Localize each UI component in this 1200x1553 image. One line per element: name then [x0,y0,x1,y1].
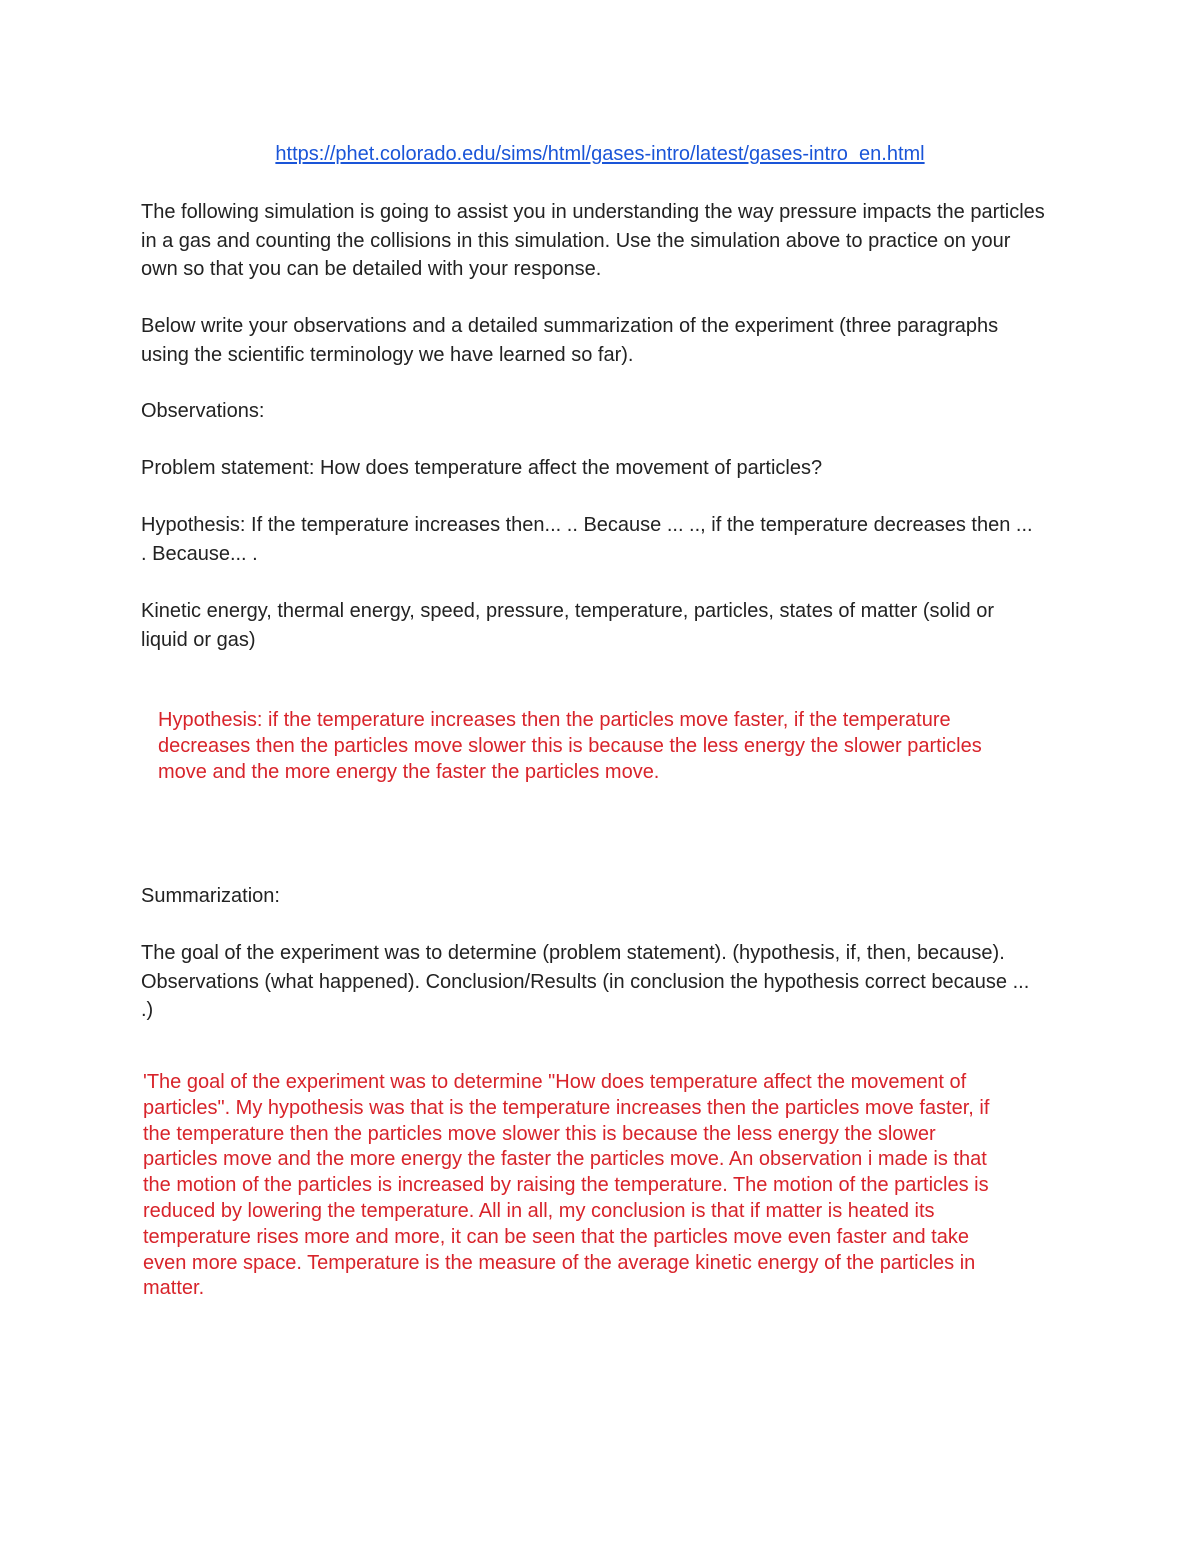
intro-paragraph: The following simulation is going to assist you in understanding the way pressure impacts the particles in a gas and counting the collisions in this simulation. Use the simulation above to practice on your own so that you can be detailed with your response. [141,201,1045,280]
summary-answer: 'The goal of the experiment was to determine "How does temperature affect the movement of particles". My hypothesis was that is the temperature increases then the particles move faster, if the temperature then the particles move slower this is because the less energy the slower particles move and the more energy the faster the particles move. An observation i made is that the motion of the particles is increased by raising the temperature. The motion of the particles is reduced by lowering the temperature. All in all, my conclusion is that if matter is heated its temperature rises more and more, it can be seen that the particles move even faster and take even more space. Temperature is the measure of the average kinetic energy of the particles in matter. [143,1071,990,1300]
problem-statement: Problem statement: How does temperature affect the movement of particles? [141,457,823,479]
simulation-link[interactable]: https://phet.colorado.edu/sims/html/gases-intro/latest/gases-intro_en.html [275,143,925,165]
summarization-prompt: The goal of the experiment was to determine (problem statement). (hypothesis, if, then, because). Observations (what happened). Conclusion/Results (in conclusion the hypothesis correct because ... .) [141,942,1030,1021]
hypothesis-prompt: Hypothesis: If the temperature increases then... .. Because ... .., if the temperature decreases then ... . Because... . [141,514,1033,565]
hypothesis-answer: Hypothesis: if the temperature increases then the particles move faster, if the temperature decreases then the particles move slower this is because the less energy the slower particles move and the more energy the faster the particles move. [158,709,982,783]
observations-label: Observations: [141,400,265,422]
instructions-paragraph: Below write your observations and a detailed summarization of the experiment (three paragraphs using the scientific terminology we have learned so far). [141,315,999,366]
summarization-label: Summarization: [141,885,280,907]
vocabulary-list: Kinetic energy, thermal energy, speed, pressure, temperature, particles, states of matter (solid or liquid or gas) [141,600,994,651]
